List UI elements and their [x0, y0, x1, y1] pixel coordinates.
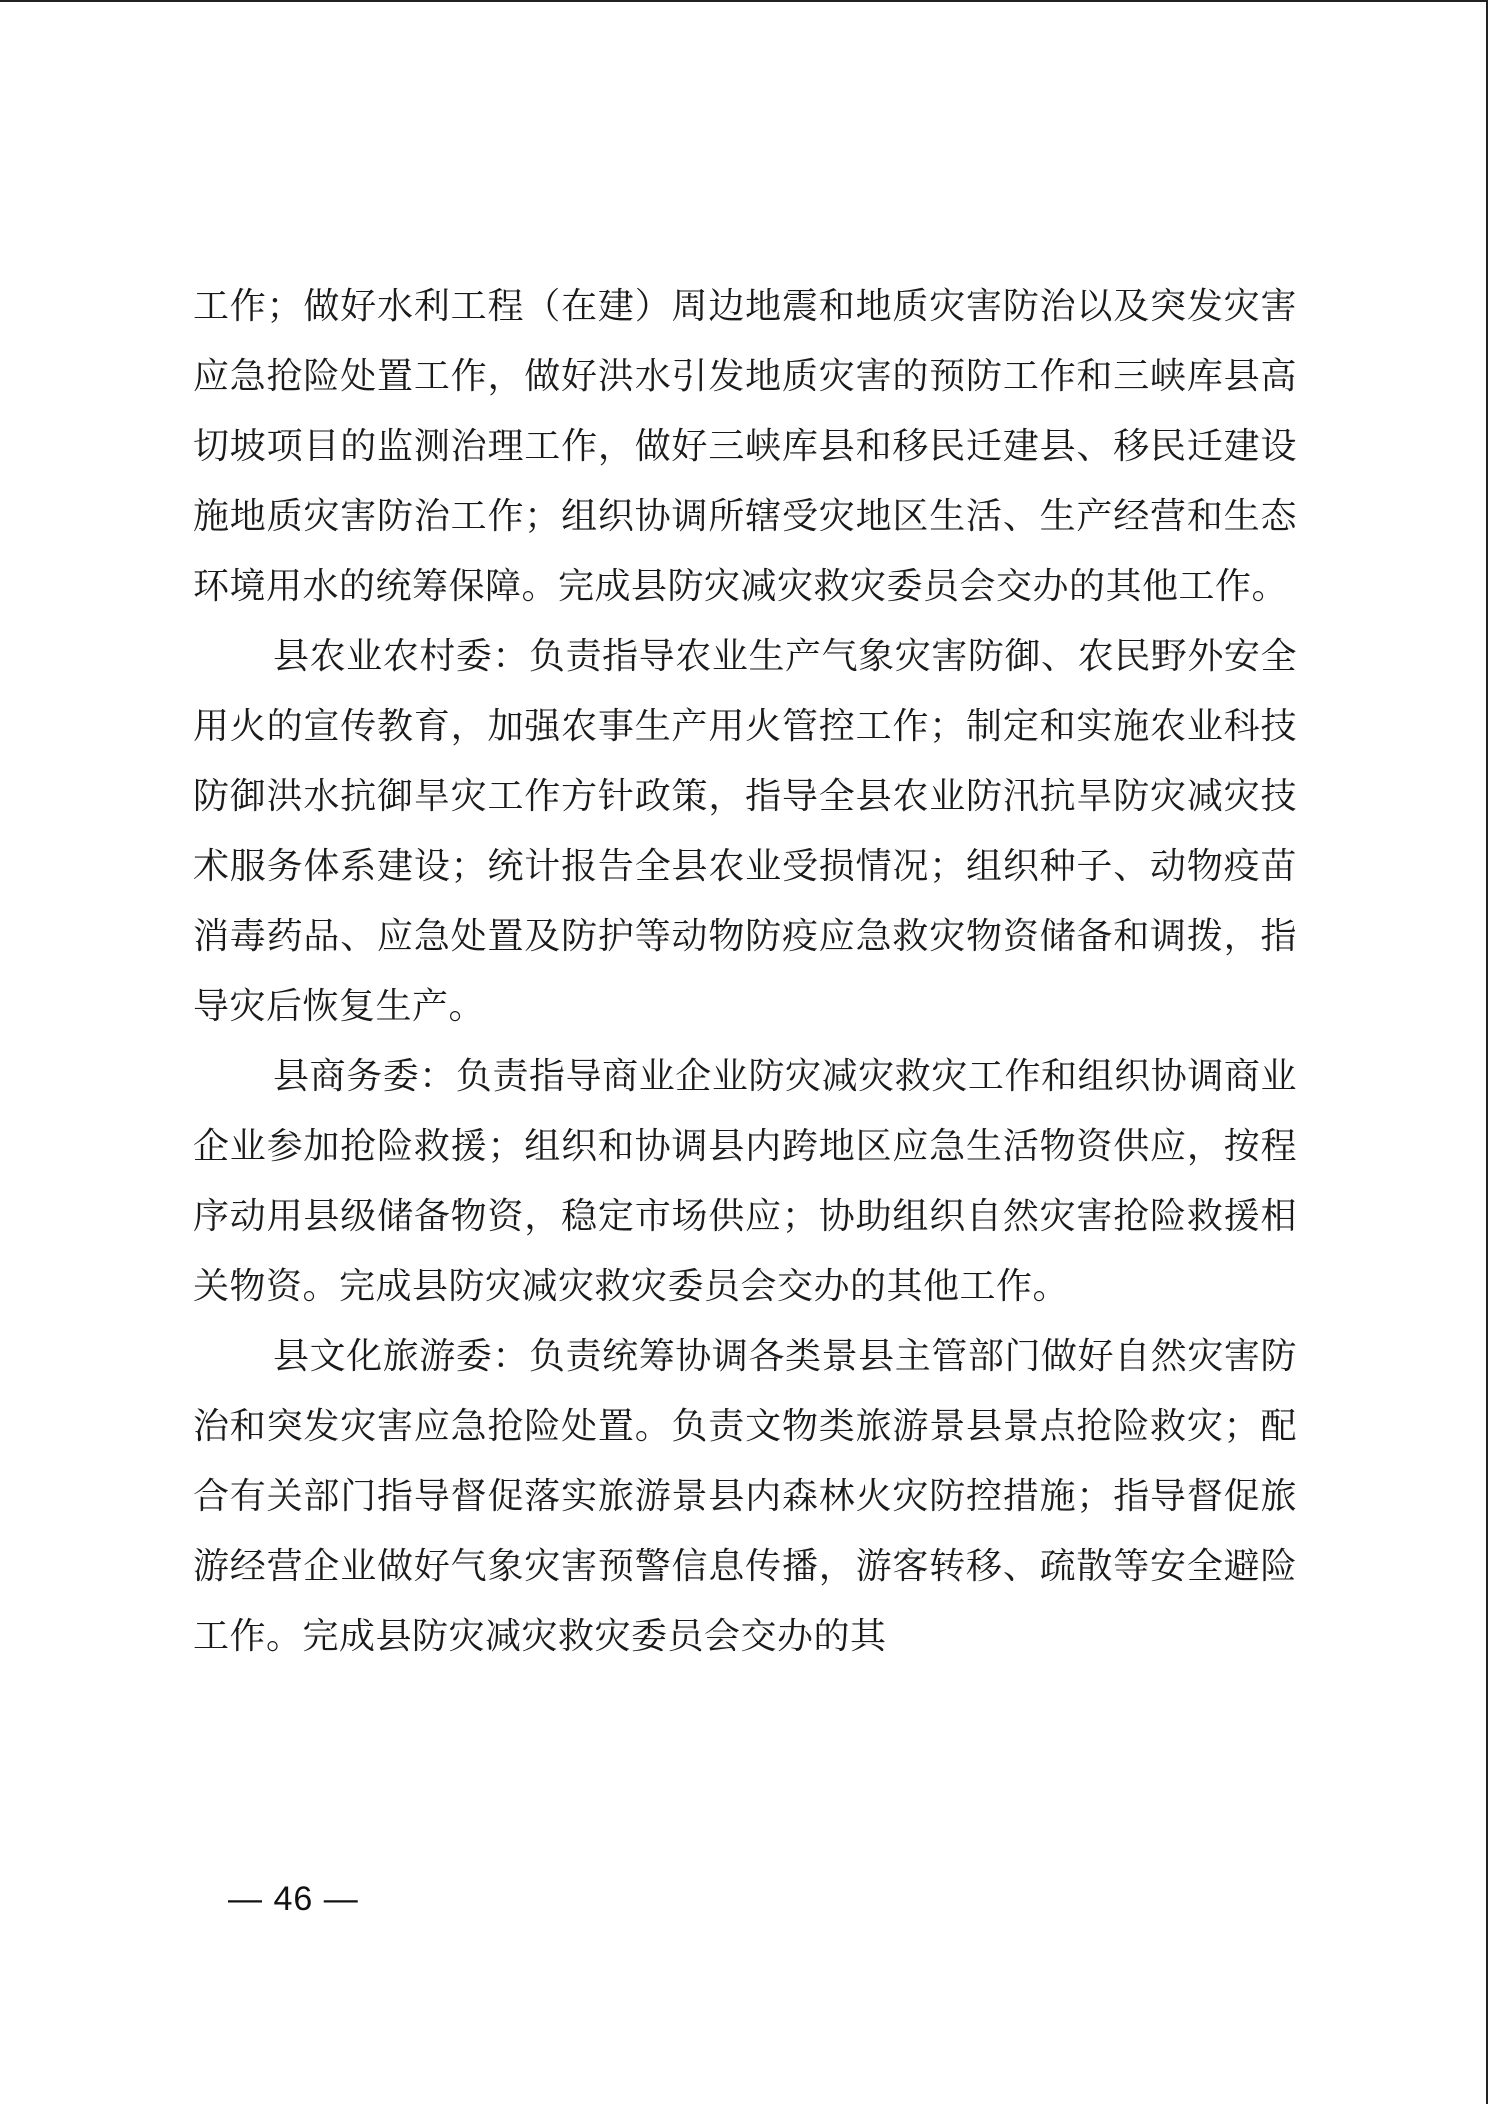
page-border-top [0, 0, 1488, 2]
paragraph-agriculture-committee: 县农业农村委：负责指导农业生产气象灾害防御、农民野外安全用火的宣传教育，加强农事生产用火管控工作；制定和实施农业科技防御洪水抗御旱灾工作方针政策，指导全县农业防汛抗旱防灾减灾技术服务体系建设；统计报告全县农业受损情况；组织种子、动物疫苗消毒药品、应急处置及防护等动物防疫应急救灾物资储备和调拨，指导灾后恢复生产。 [193, 636, 1297, 1027]
paragraph-culture-tourism-committee: 县文化旅游委：负责统筹协调各类景县主管部门做好自然灾害防治和突发灾害应急抢险处置。负责文物类旅游景县景点抢险救灾；配合有关部门指导督促落实旅游景县内森林火灾防控措施；指导督促旅游经营企业做好气象灾害预警信息传播，游客转移、疏散等安全避险工作。完成县防灾减灾救灾委员会交办的其 [193, 1336, 1297, 1657]
document-body [193, 272, 1297, 1672]
page-number: — 46 — [228, 1880, 359, 1918]
paragraph-commerce-committee: 县商务委：负责指导商业企业防灾减灾救灾工作和组织协调商业企业参加抢险救援；组织和协调县内跨地区应急生活物资供应，按程序动用县级储备物资，稳定市场供应；协助组织自然灾害抢险救援相关物资。完成县防灾减灾救灾委员会交办的其他工作。 [193, 1056, 1297, 1307]
paragraph-water-conservancy: 工作；做好水利工程（在建）周边地震和地质灾害防治以及突发灾害应急抢险处置工作，做好洪水引发地质灾害的预防工作和三峡库县高切坡项目的监测治理工作，做好三峡库县和移民迁建县、移民迁建设施地质灾害防治工作；组织协调所辖受灾地区生活、生产经营和生态环境用水的统筹保障。完成县防灾减灾救灾委员会交办的其他工作。 [193, 286, 1297, 607]
